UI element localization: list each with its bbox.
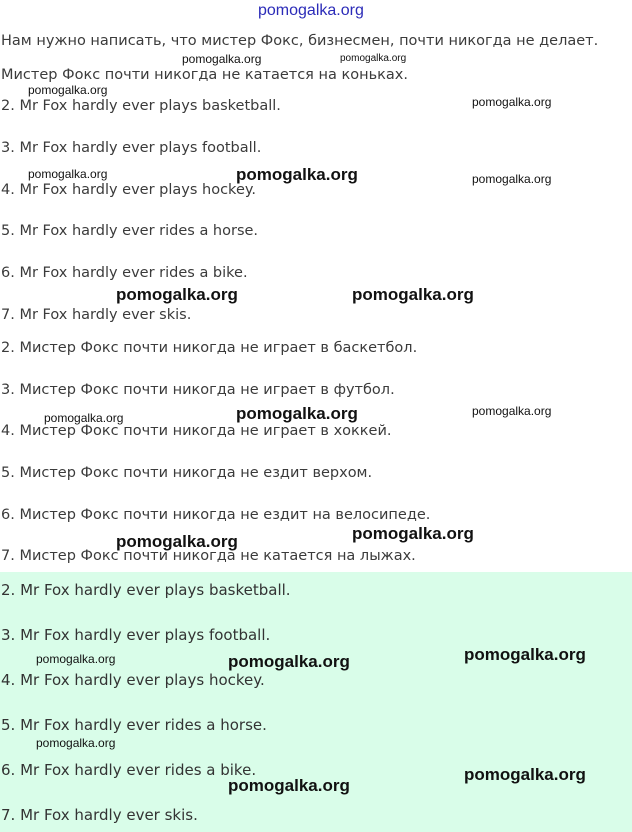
- watermark-text: pomogalka.org: [464, 645, 586, 664]
- highlighted-answer-7: 7. Mr Fox hardly ever skis.: [1, 806, 198, 824]
- highlighted-answer-5: 5. Mr Fox hardly ever rides a horse.: [1, 716, 267, 734]
- watermark-text: pomogalka.org: [464, 765, 586, 784]
- watermark-text: pomogalka.org: [182, 52, 262, 66]
- answer-3-english: 3. Mr Fox hardly ever plays football.: [1, 140, 262, 156]
- highlighted-answer-2: 2. Mr Fox hardly ever plays basketball.: [1, 581, 291, 599]
- answer-6-russian: 6. Мистер Фокс почти никогда не ездит на велосипеде.: [1, 507, 431, 523]
- highlighted-answer-3: 3. Mr Fox hardly ever plays football.: [1, 626, 271, 644]
- watermark-text: pomogalka.org: [472, 404, 552, 418]
- watermark-text: pomogalka.org: [36, 736, 116, 750]
- watermark-text: pomogalka.org: [472, 172, 552, 186]
- answer-4-english: 4. Mr Fox hardly ever plays hockey.: [1, 182, 256, 198]
- watermark-text: pomogalka.org: [116, 532, 238, 551]
- watermark-text: pomogalka.org: [472, 95, 552, 109]
- highlighted-answer-4: 4. Mr Fox hardly ever plays hockey.: [1, 671, 265, 689]
- answer-6-english: 6. Mr Fox hardly ever rides a bike.: [1, 265, 248, 281]
- answer-5-english: 5. Mr Fox hardly ever rides a horse.: [1, 223, 259, 239]
- answer-3-russian: 3. Мистер Фокс почти никогда не играет в футбол.: [1, 382, 395, 398]
- watermark-text: pomogalka.org: [28, 167, 108, 181]
- watermark-text: pomogalka.org: [236, 165, 358, 184]
- highlighted-answer-6: 6. Mr Fox hardly ever rides a bike.: [1, 761, 257, 779]
- watermark-text: pomogalka.org: [352, 285, 474, 304]
- watermark-text: pomogalka.org: [258, 2, 364, 19]
- watermark-text: pomogalka.org: [116, 285, 238, 304]
- answer-2-english: 2. Mr Fox hardly ever plays basketball.: [1, 98, 281, 114]
- watermark-text: pomogalka.org: [228, 776, 350, 795]
- answer-7-english: 7. Mr Fox hardly ever skis.: [1, 307, 192, 323]
- watermark-text: pomogalka.org: [228, 652, 350, 671]
- answer-5-russian: 5. Мистер Фокс почти никогда не ездит верхом.: [1, 465, 373, 481]
- answer-7-russian: 7. Мистер Фокс почти никогда не катается на лыжах.: [1, 548, 416, 564]
- answer-4-russian: 4. Мистер Фокс почти никогда не играет в хоккей.: [1, 423, 392, 439]
- intro-example-text: Мистер Фокс почти никогда не катается на коньках.: [1, 67, 408, 83]
- watermark-text: pomogalka.org: [340, 53, 407, 64]
- intro-task-text: Нам нужно написать, что мистер Фокс, бизнесмен, почти никогда не делает.: [1, 33, 599, 49]
- watermark-text: pomogalka.org: [28, 83, 108, 97]
- answer-2-russian: 2. Мистер Фокс почти никогда не играет в баскетбол.: [1, 340, 418, 356]
- watermark-text: pomogalka.org: [352, 524, 474, 543]
- watermark-text: pomogalka.org: [236, 404, 358, 423]
- watermark-text: pomogalka.org: [44, 411, 124, 425]
- watermark-text: pomogalka.org: [36, 652, 116, 666]
